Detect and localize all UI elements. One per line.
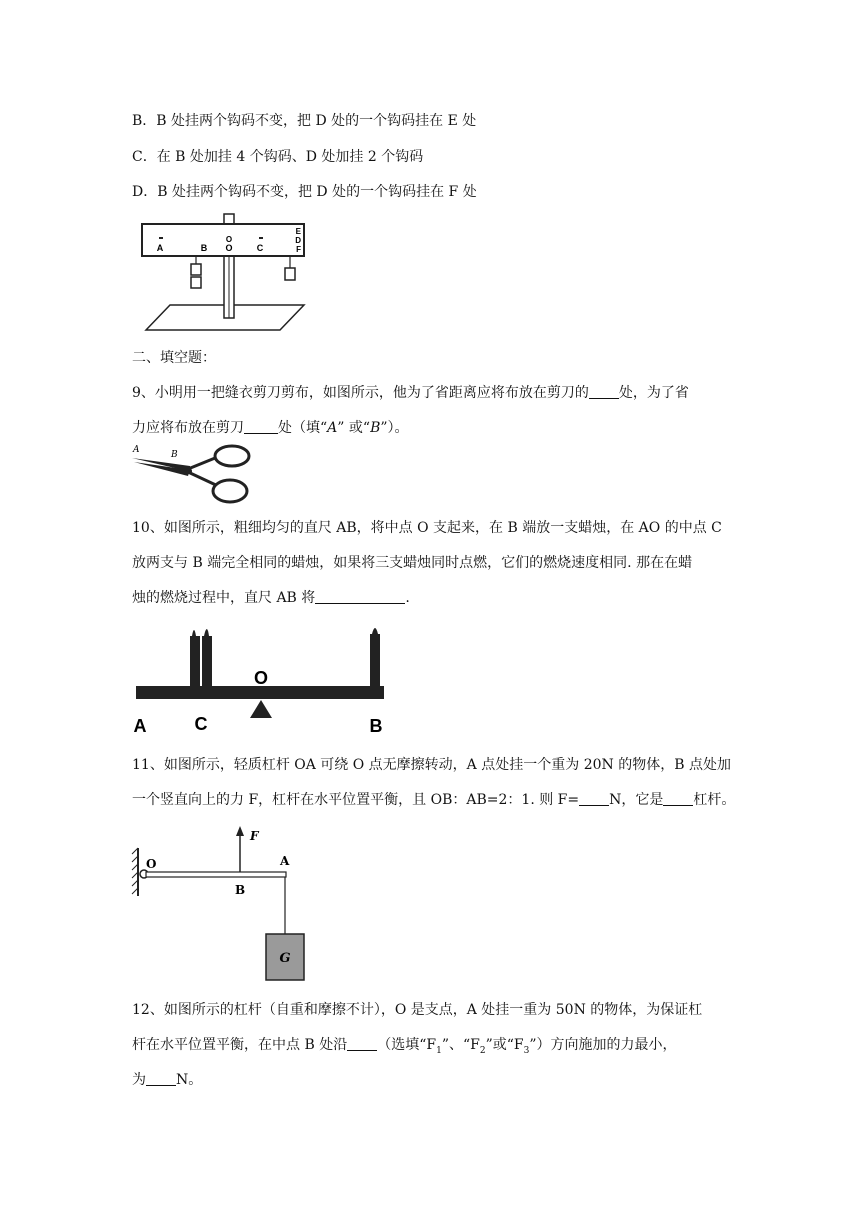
ruler-label-a: A	[133, 716, 147, 736]
q9-text-3: 力应将布放在剪刀	[132, 420, 244, 436]
q9-blank-2[interactable]	[244, 419, 278, 434]
q11-line-1: 11、如图所示，轻质杠杆 OA 可绕 O 点无摩擦转动，A 点处挂一个重为 20N 的物体，B 点处加	[132, 757, 731, 773]
q12-text-1: 杆在水平位置平衡，在中点 B 处沿	[132, 1037, 348, 1053]
ruler-label-b: B	[369, 716, 383, 736]
label-c: C	[256, 243, 264, 253]
q9-text-1: 9、小明用一把缝衣剪刀剪布，如图所示，他为了省距离应将布放在剪刀的	[132, 385, 589, 401]
q9-text-6: ”）。	[380, 420, 409, 436]
q12-sub-3: 3	[523, 1045, 530, 1056]
q12-text-4: ”或“F	[485, 1037, 524, 1053]
q12-text-6: 为	[132, 1072, 146, 1088]
q12-text-5: ”）方向施加的力最小，	[529, 1037, 677, 1053]
label-b: B	[200, 243, 208, 253]
q12-sub-2: 2	[479, 1045, 486, 1056]
q12-text-7: N。	[176, 1072, 203, 1088]
q11-text-2: N，它是	[609, 792, 664, 808]
ruler-label-o: O	[253, 668, 269, 688]
q9-line-1	[132, 383, 689, 403]
q11-text-3: 杠杆。	[693, 792, 736, 808]
option-c: C．在 B 处加挂 4 个钩码、D 处加挂 2 个钩码	[132, 149, 424, 165]
q12-line-1: 12、如图所示的杠杆（自重和摩擦不计），O 是支点，A 处挂一重为 50N 的物体，为保证杠	[132, 1002, 703, 1018]
label-a: A	[156, 243, 164, 253]
lever-label-b: B	[235, 883, 246, 897]
section-title: 二、填空题：	[132, 350, 216, 366]
lever-label-f: F	[250, 829, 259, 843]
q9-line-2	[132, 418, 409, 438]
q12-text-3: ”、“F	[441, 1037, 480, 1053]
ruler-label-c: C	[194, 714, 208, 734]
q9-option-a: A	[327, 420, 338, 436]
scissors-label-b: B	[171, 450, 178, 460]
q12-text-2: （选填“F	[377, 1037, 437, 1053]
q10-text-2: .	[405, 590, 410, 606]
q10-line-1: 10、如图所示，粗细均匀的直尺 AB，将中点 O 支起来，在 B 端放一支蜡烛，在 AO 的中点 C	[132, 520, 722, 536]
q12-blank-2[interactable]	[146, 1071, 176, 1086]
scissors-figure	[128, 442, 258, 508]
q11-blank-1[interactable]	[579, 791, 609, 806]
weight-label-g: G	[279, 951, 291, 966]
q9-blank-1[interactable]	[589, 384, 619, 399]
ruler-candles-figure	[130, 620, 392, 738]
label-o-top: O	[225, 235, 233, 244]
q10-line-2: 放两支与 B 端完全相同的蜡烛，如果将三支蜡烛同时点燃，它们的燃烧速度相同. 那在在蜡	[132, 555, 693, 571]
q10-blank[interactable]	[315, 589, 405, 604]
q11-blank-2[interactable]	[663, 791, 693, 806]
q12-blank-1[interactable]	[347, 1036, 377, 1051]
q9-text-2: 处，为了省	[618, 385, 689, 401]
q9-text-5: ” 或“	[337, 420, 371, 436]
q12-sub-1: 1	[436, 1045, 442, 1056]
q10-line-3	[132, 588, 410, 608]
q9-text-4: 处（填“	[278, 420, 328, 436]
scissors-label-a: A	[133, 445, 140, 455]
label-d: D	[295, 236, 301, 245]
q12-line-2	[132, 1035, 677, 1061]
option-d: D．B 处挂两个钩码不变，把 D 处的一个钩码挂在 F 处	[132, 184, 477, 200]
q10-text-1: 烛的燃烧过程中，直尺 AB 将	[132, 590, 316, 606]
q12-line-3	[132, 1070, 202, 1090]
option-b: B．B 处挂两个钩码不变，把 D 处的一个钩码挂在 E 处	[132, 113, 477, 129]
lever-label-a: A	[280, 854, 290, 868]
lever-label-o: O	[146, 857, 157, 871]
label-o: O	[225, 243, 233, 253]
q11-text-1: 一个竖直向上的力 F，杠杆在水平位置平衡，且 OB：AB=2：1. 则 F=	[132, 792, 580, 808]
q9-option-b: B	[370, 420, 381, 436]
label-e: E	[295, 227, 301, 236]
q11-line-2	[132, 790, 735, 810]
lever-balance-figure	[140, 210, 310, 335]
label-f: F	[296, 245, 301, 254]
lever-oa-figure	[130, 822, 310, 990]
